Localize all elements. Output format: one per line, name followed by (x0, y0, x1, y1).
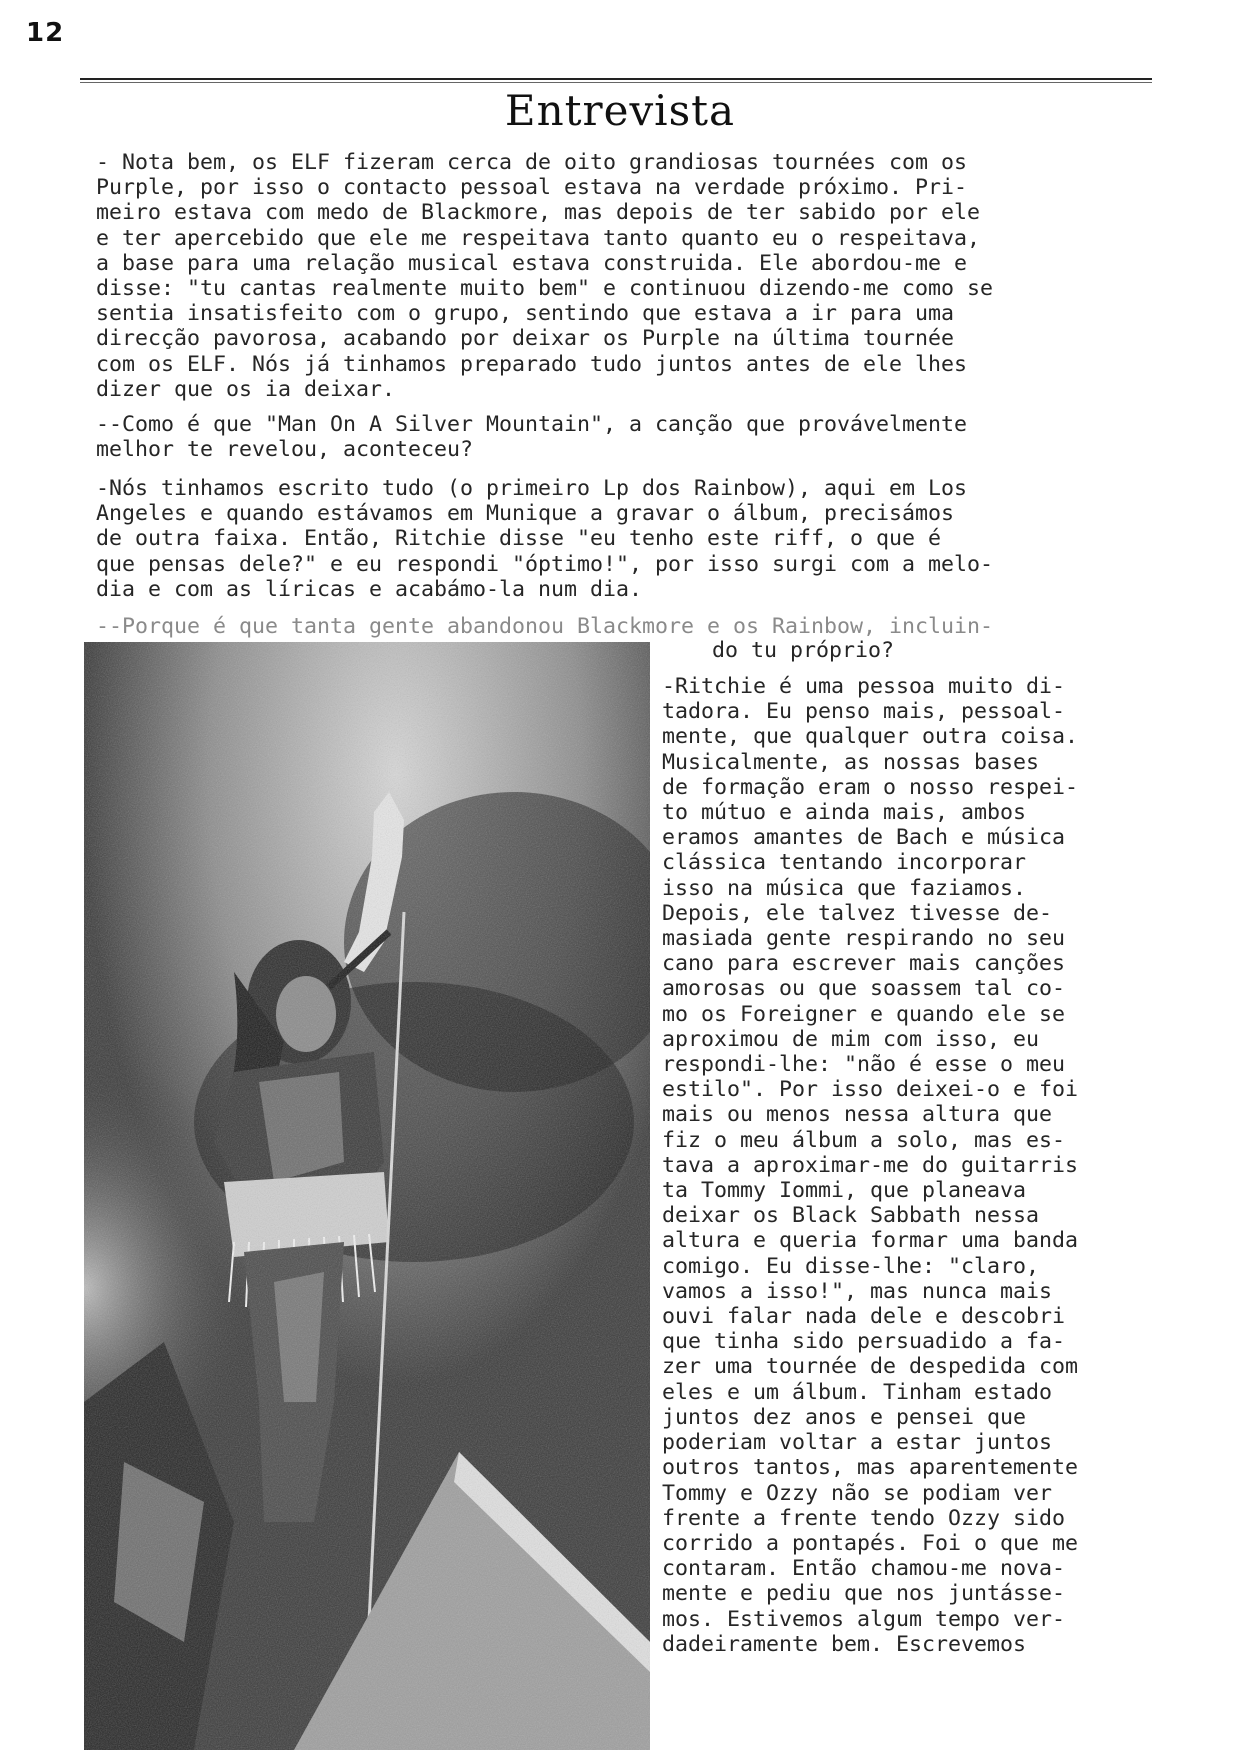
header-rule-thin (80, 82, 1152, 83)
interview-question-1: --Como é que "Man On A Silver Mountain", a canção que provávelmente melhor te revelou, aconteceu? (96, 412, 968, 463)
interview-answer-2: -Ritchie é uma pessoa muito di- tadora. Eu penso mais, pessoal- mente, que qualquer outra coisa. Musicalmente, as nossas bases de formação eram o nosso respei- to mútuo e ainda mais, ambos eramos amantes de Bach e música clássica tentando incorporar isso na música que faziamos. Depois, ele talvez tivesse de- masiada gente respirando no seu cano para escrever mais canções amorosas ou que soassem tal co- mo os Foreigner e quando ele se aproximou de mim com isso, eu respondi-lhe: "não é esse o meu estilo". Por isso deixei-o e foi mais ou menos nessa altura que fiz o meu álbum a solo, mas es- tava a aproximar-me do guitarris ta Tommy Iommi, que planeava deixar os Black Sabbath nessa altura e queria formar uma banda comigo. Eu disse-lhe: "claro, vamos a isso!", mas nunca mais ouvi falar nada dele e descobri que tinha sido persuadido a fa- zer uma tournée de despedida com eles e um álbum. Tinham estado juntos dez anos e pensei que poderiam voltar a estar juntos outros tantos, mas aparentemente Tommy e Ozzy não se podiam ver frente a frente tendo Ozzy sido corrido a pontapés. Foi o que me contaram. Então chamou-me nova- mente e pediu que nos juntásse- mos. Estivemos algum tempo ver- dadeiramente bem. Escrevemos (662, 674, 1079, 1657)
page-title: Entrevista (504, 86, 736, 135)
interview-question-2-continued: do tu próprio? (712, 638, 895, 663)
page-number: 12 (26, 18, 65, 48)
concert-photo (84, 642, 650, 1750)
interview-question-2: --Porque é que tanta gente abandonou Blackmore e os Rainbow, incluin- (96, 614, 994, 639)
interview-answer-1: -Nós tinhamos escrito tudo (o primeiro Lp dos Rainbow), aqui em Los Angeles e quando estávamos em Munique a gravar o álbum, precisámos de outra faixa. Então, Ritchie disse "eu tenho este riff, o que é que pensas dele?" e eu respondi "óptimo!", por isso surgi com a melo- dia e com as líricas e acabámo-la num dia. (96, 476, 994, 602)
paragraph-intro: - Nota bem, os ELF fizeram cerca de oito grandiosas tournées com os Purple, por isso o contacto pessoal estava na verdade próximo. Pri- meiro estava com medo de Blackmore, mas depois de ter sabido por ele e ter apercebido que ele me respeitava tanto quanto eu o respeitava, a base para uma relação musical estava construida. Ele abordou-me e disse: "tu cantas realmente muito bem" e continuou dizendo-me como se sentia insatisfeito com o grupo, sentindo que estava a ir para uma direcção pavorosa, acabando por deixar os Purple na última tournée com os ELF. Nós já tinhamos preparado tudo juntos antes de ele lhes dizer que os ia deixar. (96, 150, 994, 402)
header-rule (80, 78, 1152, 80)
singer-photo-illustration (84, 642, 650, 1750)
